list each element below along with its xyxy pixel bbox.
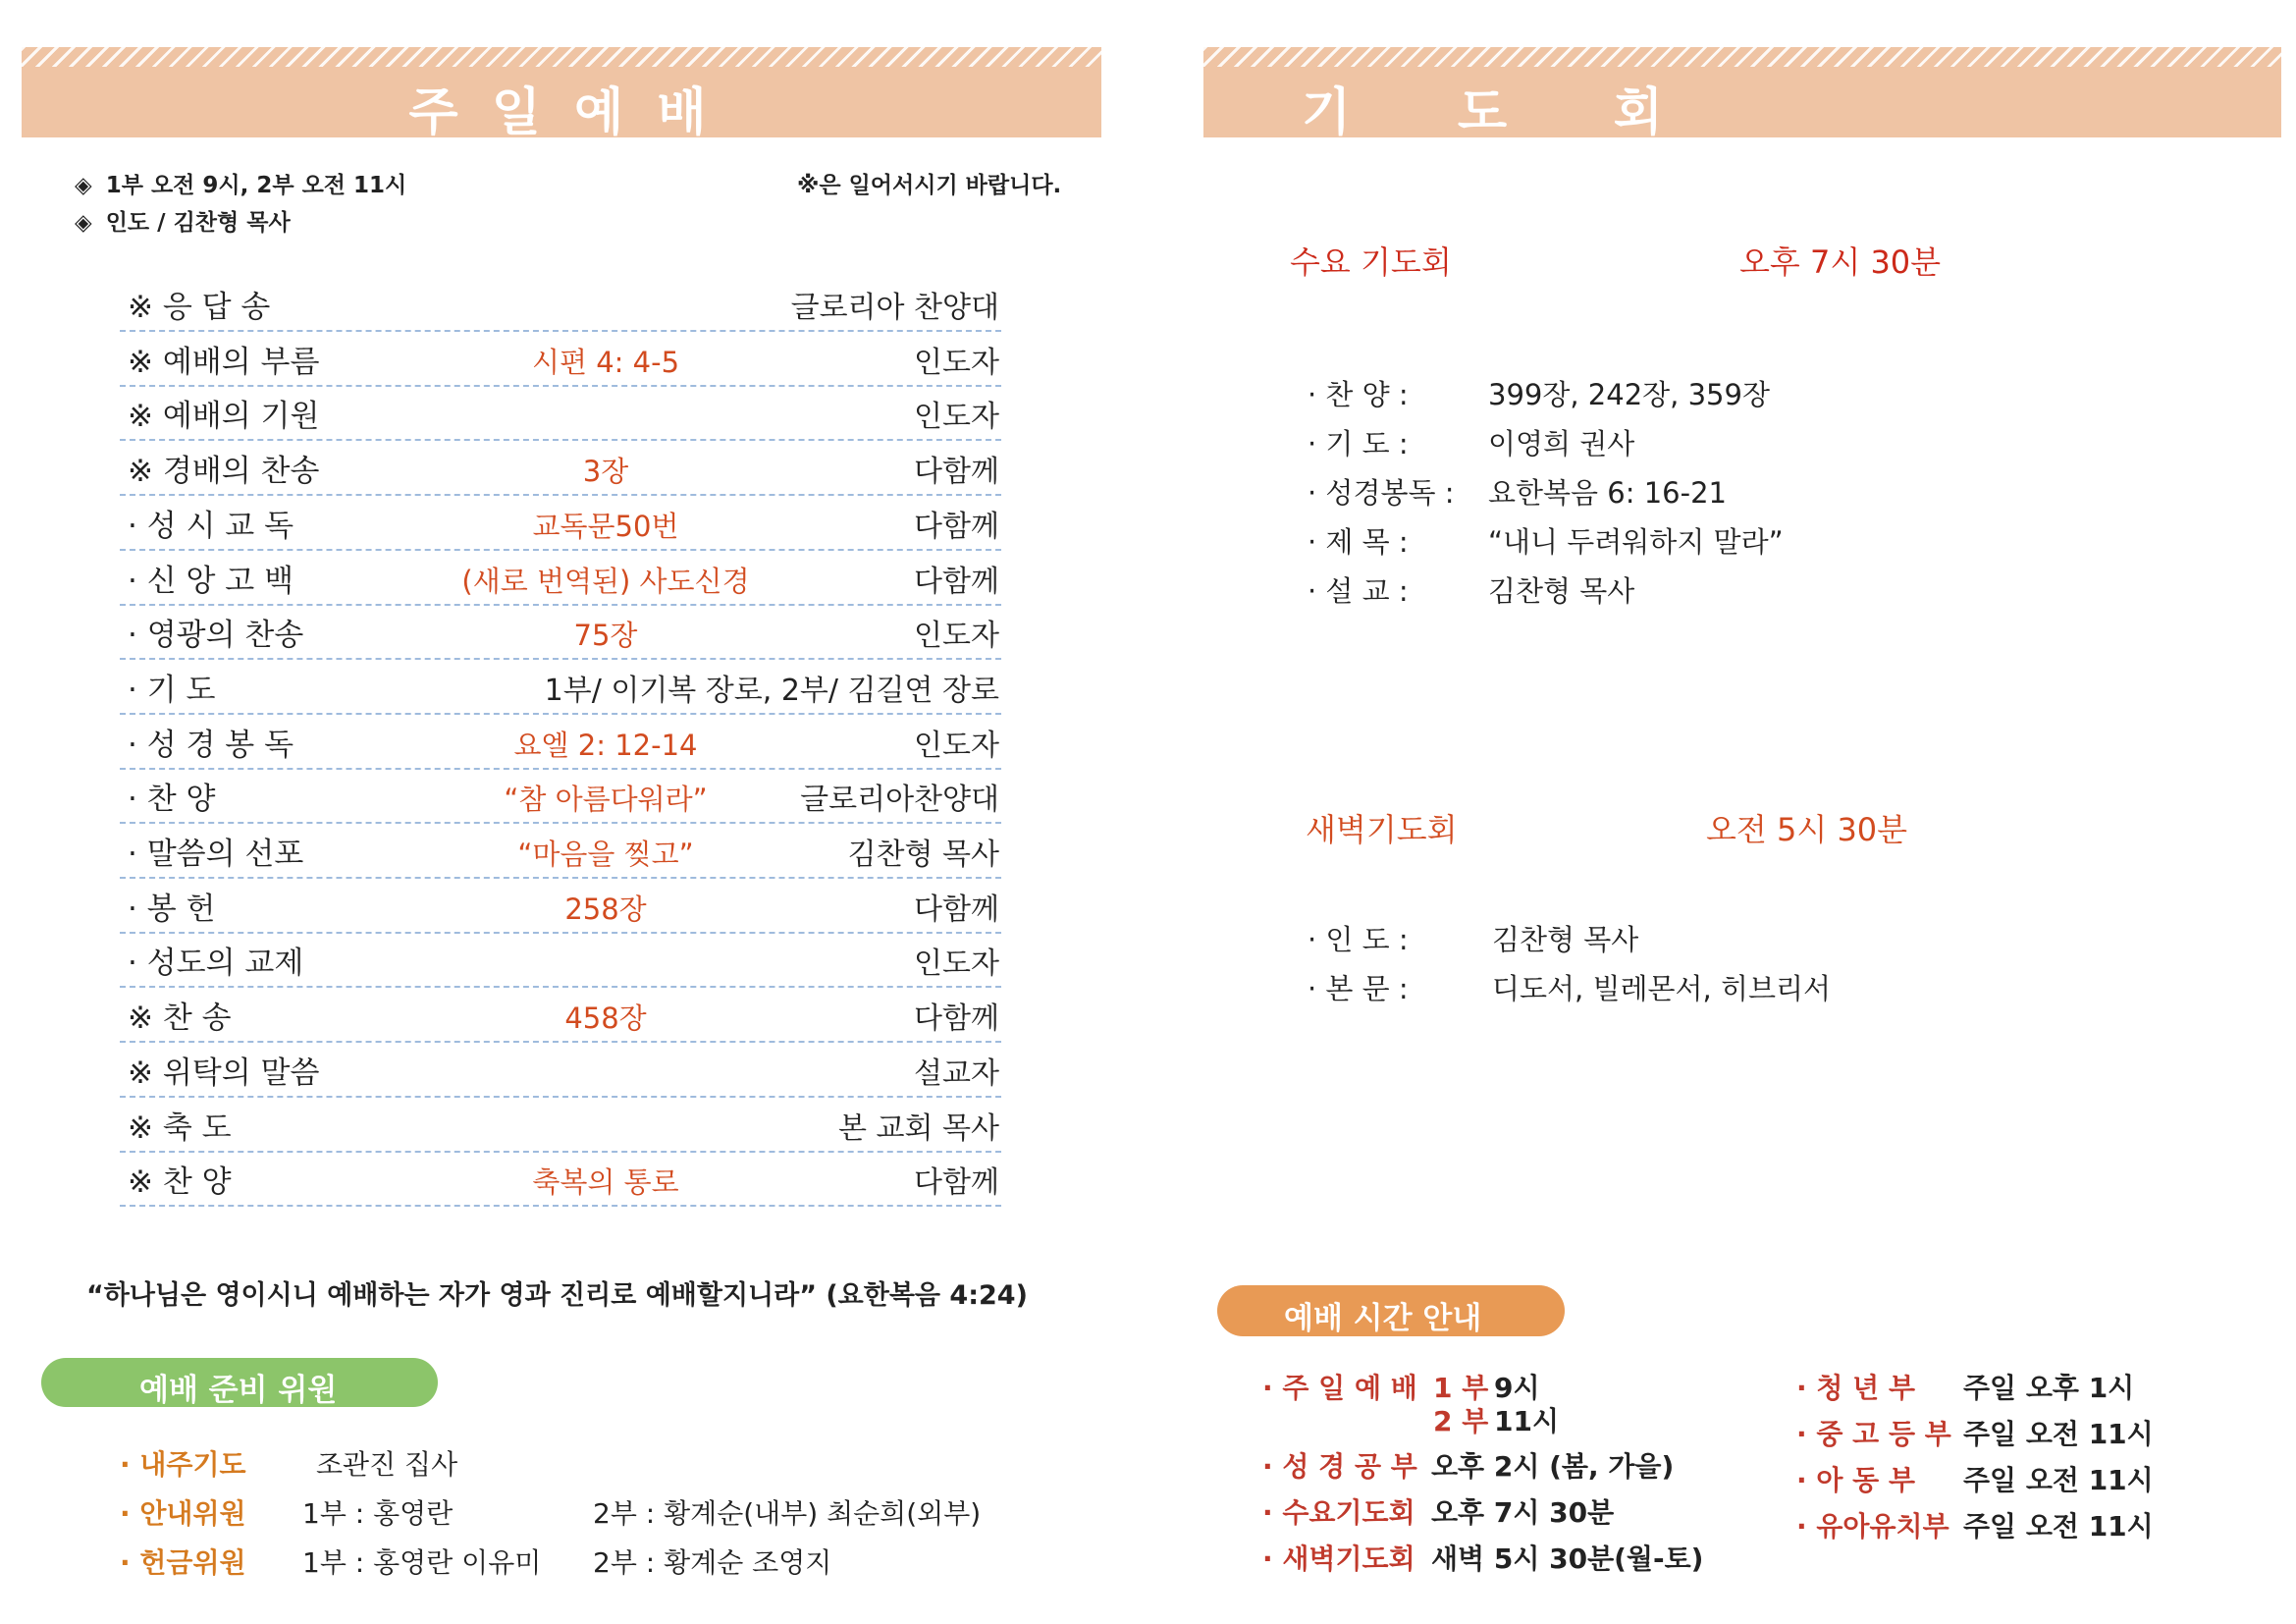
committee-value-2: 2부 : 황계순(내부) 최순희(외부) bbox=[593, 1497, 982, 1530]
schedule-value: 11시 bbox=[1494, 1405, 1560, 1437]
order-label: · 말씀의 선포 bbox=[128, 837, 304, 872]
schedule-value: 새벽 5시 30분(월-토) bbox=[1431, 1543, 1704, 1575]
schedule-label: · 성 경 공 부 bbox=[1262, 1450, 1417, 1483]
schedule-label: · 수요기도회 bbox=[1262, 1496, 1415, 1529]
wednesday-item-value: “내니 두려워하지 말라” bbox=[1488, 525, 1784, 559]
order-leader: 다함께 bbox=[914, 1001, 999, 1037]
schedule-value: 주일 오전 11시 bbox=[1963, 1510, 2154, 1543]
order-detail: 시편 4: 4-5 bbox=[531, 345, 680, 379]
committee-label: · 헌금위원 bbox=[120, 1546, 246, 1579]
right-banner-title: 기 도 회 bbox=[1302, 83, 1663, 142]
wednesday-time: 오후 7시 30분 bbox=[1739, 244, 1942, 281]
banner-hatch bbox=[22, 47, 1101, 67]
order-row bbox=[120, 824, 1001, 879]
wednesday-item-label: · 제 목 : bbox=[1308, 525, 1409, 559]
wednesday-item-value: 김찬형 목사 bbox=[1488, 574, 1635, 608]
order-label: ※ 축 도 bbox=[128, 1110, 232, 1146]
dawn-item-value: 김찬형 목사 bbox=[1492, 923, 1639, 956]
order-row bbox=[120, 933, 1001, 988]
order-leader: 다함께 bbox=[914, 1165, 999, 1201]
committee-value-1: 조관진 집사 bbox=[316, 1448, 458, 1481]
order-label: · 찬 양 bbox=[128, 782, 216, 818]
schedule-value: 주일 오후 1시 bbox=[1963, 1372, 2135, 1404]
standing-note: ※은 일어서시기 바랍니다. bbox=[797, 173, 1062, 198]
order-label: ※ 예배의 부름 bbox=[128, 344, 320, 380]
schedule-sub-label: 2 부 bbox=[1433, 1405, 1489, 1437]
order-detail: “참 아름다워라” bbox=[504, 783, 708, 817]
order-label: ※ 예배의 기원 bbox=[128, 399, 320, 435]
committee-label: · 안내위원 bbox=[120, 1497, 246, 1530]
order-row bbox=[120, 551, 1001, 606]
wednesday-item-label: · 기 도 : bbox=[1308, 427, 1409, 460]
order-row bbox=[120, 277, 1001, 332]
schedule-value: 9시 bbox=[1494, 1372, 1540, 1404]
schedule-value: 오후 2시 (봄, 가을) bbox=[1431, 1450, 1675, 1483]
committee-title: 예배 준비 위원 bbox=[139, 1373, 338, 1408]
order-label: · 성 경 봉 독 bbox=[128, 727, 294, 763]
committee-value-1: 1부 : 홍영란 이유미 bbox=[302, 1546, 542, 1579]
order-detail: 요엘 2: 12-14 bbox=[513, 728, 698, 762]
header-line-1: ◈ 1부 오전 9시, 2부 오전 11시 bbox=[75, 173, 407, 198]
right-banner bbox=[1203, 47, 2281, 142]
diamond-bullet-icon: ◈ bbox=[75, 173, 92, 198]
wednesday-item-value: 요한복음 6: 16-21 bbox=[1488, 476, 1727, 510]
order-row bbox=[120, 715, 1001, 770]
order-label: ※ 찬 송 bbox=[128, 1001, 232, 1037]
order-leader: 인도자 bbox=[914, 400, 999, 435]
wednesday-item-label: · 찬 양 : bbox=[1308, 378, 1409, 411]
dawn-time: 오전 5시 30분 bbox=[1706, 811, 1908, 848]
order-leader: 김찬형 목사 bbox=[847, 838, 999, 872]
order-label: · 봉 헌 bbox=[128, 891, 216, 927]
diamond-bullet-icon: ◈ bbox=[75, 210, 92, 236]
wednesday-item-value: 이영희 권사 bbox=[1488, 427, 1635, 460]
order-leader: 다함께 bbox=[914, 455, 999, 490]
left-banner-title: 주 일 예 배 bbox=[408, 83, 715, 142]
order-leader: 다함께 bbox=[914, 509, 999, 544]
order-row bbox=[120, 988, 1001, 1043]
schedule-sub-label: 1 부 bbox=[1433, 1372, 1489, 1404]
schedule-title: 예배 시간 안내 bbox=[1284, 1301, 1482, 1336]
dawn-title: 새벽기도회 bbox=[1306, 811, 1458, 848]
order-label: · 성 시 교 독 bbox=[128, 508, 294, 544]
order-detail: 258장 bbox=[564, 892, 647, 926]
schedule-label: · 중 고 등 부 bbox=[1796, 1418, 1951, 1450]
order-leader: 인도자 bbox=[914, 345, 999, 380]
schedule-label: · 아 동 부 bbox=[1796, 1464, 1916, 1496]
committee-value-1: 1부 : 홍영란 bbox=[302, 1497, 454, 1530]
order-leader: 다함께 bbox=[914, 564, 999, 599]
order-detail: 축복의 통로 bbox=[532, 1165, 679, 1200]
order-label: ※ 찬 양 bbox=[128, 1164, 232, 1201]
schedule-value: 주일 오전 11시 bbox=[1963, 1418, 2154, 1450]
wednesday-item-label: · 성경봉독 : bbox=[1308, 476, 1455, 510]
order-detail: “마음을 찢고” bbox=[517, 838, 694, 871]
order-label: · 기 도 bbox=[128, 672, 216, 708]
banner-hatch bbox=[1203, 47, 2281, 67]
order-row bbox=[120, 441, 1001, 496]
header-line-2: ◈ 인도 / 김찬형 목사 bbox=[75, 210, 291, 236]
order-row bbox=[120, 1152, 1001, 1207]
order-detail: 458장 bbox=[564, 1001, 647, 1036]
dawn-item-label: · 본 문 : bbox=[1308, 972, 1409, 1005]
schedule-label: · 새벽기도회 bbox=[1262, 1543, 1415, 1575]
wednesday-item-label: · 설 교 : bbox=[1308, 574, 1409, 608]
order-label: · 영광의 찬송 bbox=[128, 618, 304, 654]
dawn-item-label: · 인 도 : bbox=[1308, 923, 1409, 956]
wednesday-item-value: 399장, 242장, 359장 bbox=[1488, 378, 1770, 411]
schedule-label: · 청 년 부 bbox=[1796, 1372, 1916, 1404]
order-leader: 설교자 bbox=[914, 1056, 999, 1091]
order-label: · 신 앙 고 백 bbox=[128, 563, 294, 599]
schedule-label: · 주 일 예 배 bbox=[1262, 1372, 1417, 1404]
order-row bbox=[120, 769, 1001, 824]
order-leader: 글로리아 찬양대 bbox=[790, 291, 999, 325]
order-detail: 3장 bbox=[582, 455, 629, 489]
order-row bbox=[120, 496, 1001, 551]
committee-label: · 내주기도 bbox=[120, 1448, 246, 1481]
order-row bbox=[120, 386, 1001, 441]
scripture-verse: “하나님은 영이시니 예배하는 자가 영과 진리로 예배할지니라” (요한복음 4:24) bbox=[86, 1280, 1028, 1311]
order-label: ※ 응 답 송 bbox=[128, 290, 271, 325]
dawn-item-value: 디도서, 빌레몬서, 히브리서 bbox=[1492, 972, 1832, 1005]
order-leader: 1부/ 이기복 장로, 2부/ 김길연 장로 bbox=[544, 673, 999, 708]
order-row bbox=[120, 1098, 1001, 1153]
committee-title-pill bbox=[41, 1358, 438, 1407]
schedule-value: 주일 오전 11시 bbox=[1963, 1464, 2154, 1496]
order-leader: 인도자 bbox=[914, 947, 999, 982]
committee-value-2: 2부 : 황계순 조영지 bbox=[593, 1546, 832, 1579]
wednesday-title: 수요 기도회 bbox=[1290, 244, 1452, 281]
order-row bbox=[120, 1043, 1001, 1098]
order-row bbox=[120, 660, 1001, 715]
order-row bbox=[120, 605, 1001, 660]
order-leader: 인도자 bbox=[914, 728, 999, 763]
order-label: · 성도의 교제 bbox=[128, 946, 304, 982]
order-leader: 다함께 bbox=[914, 892, 999, 927]
order-label: ※ 경배의 찬송 bbox=[128, 454, 320, 490]
order-leader: 인도자 bbox=[914, 619, 999, 654]
order-label: ※ 위탁의 말씀 bbox=[128, 1055, 320, 1091]
order-leader: 글로리아찬양대 bbox=[800, 783, 999, 818]
order-leader: 본 교회 목사 bbox=[838, 1110, 999, 1146]
schedule-value: 오후 7시 30분 bbox=[1431, 1496, 1615, 1529]
order-row bbox=[120, 879, 1001, 934]
order-detail: 75장 bbox=[573, 619, 638, 653]
order-detail: 교독문50번 bbox=[532, 509, 679, 543]
left-banner bbox=[22, 47, 1101, 142]
order-detail: (새로 번역된) 사도신경 bbox=[461, 564, 750, 598]
schedule-label: · 유아유치부 bbox=[1796, 1510, 1949, 1543]
schedule-title-pill bbox=[1217, 1285, 1565, 1336]
order-row bbox=[120, 332, 1001, 387]
